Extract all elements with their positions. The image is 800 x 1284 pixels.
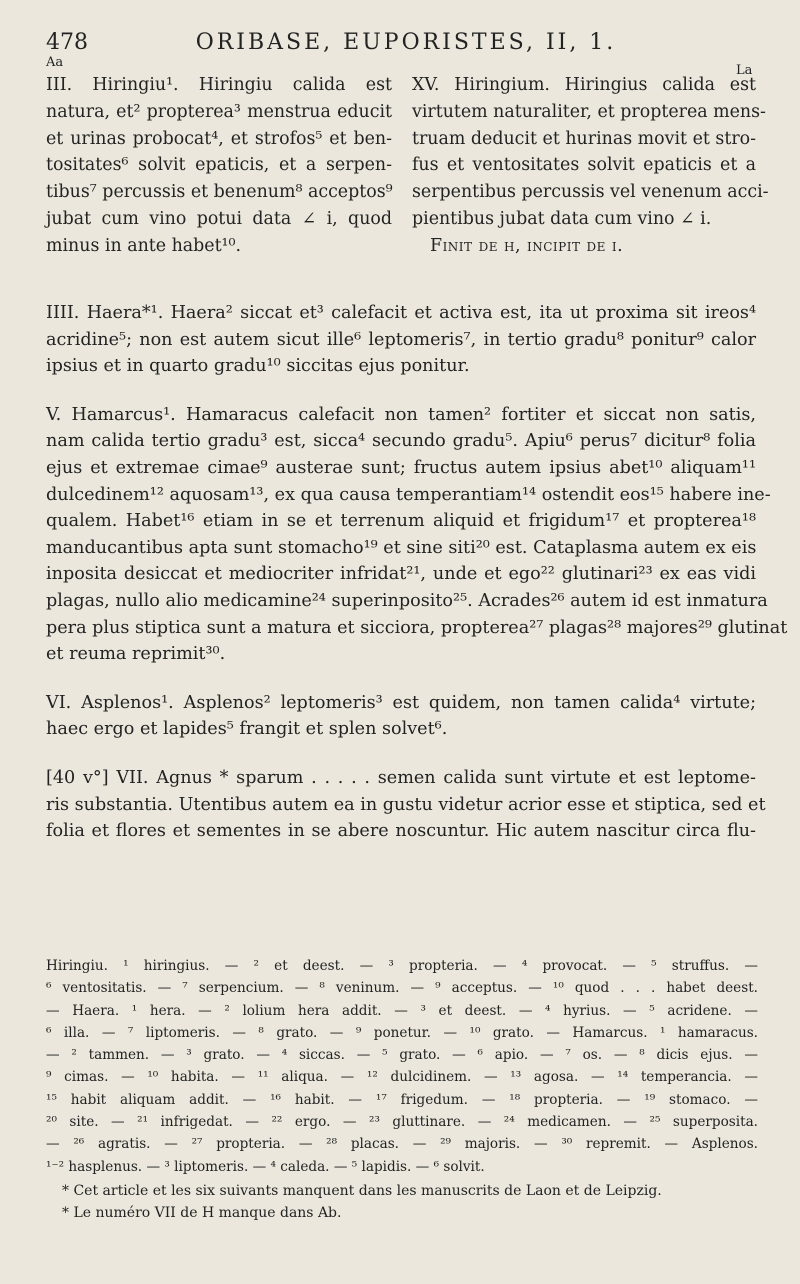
text-line: qualem. Habet¹⁶ etiam in se et terrenum aliquid et frigidum¹⁷ et propterea¹⁸ (46, 511, 756, 532)
running-title: ORIBASE, EUPORISTES, II, 1. (195, 30, 617, 55)
apparatus-line: ⁹ cimas. — ¹⁰ habita. — ¹¹ aliqua. — ¹² dulcidinem. — ¹³ agosa. — ¹⁴ temperancia. — (46, 1069, 758, 1086)
footnotes (62, 1180, 762, 1224)
text-line: IIII. Haera*¹. Haera² siccat et³ calefacit et activa est, ita ut proxima sit ireos⁴ (46, 303, 756, 323)
text-line: III. Hiringiu¹. Hiringiu calida est (46, 75, 392, 95)
paragraph-hamarcus (46, 402, 788, 668)
text-line: ris substantia. Utentibus autem ea in gustu videtur acrior esse et stiptica, sed et (46, 794, 766, 815)
apparatus-line: — ²⁶ agratis. — ²⁷ propteria. — ²⁸ placas. — ²⁹ majoris. — ³⁰ repremit. — Asplenos. (46, 1136, 758, 1153)
text-line: et urinas probocat⁴, et strofos⁵ et ben- (46, 128, 392, 149)
running-header (46, 30, 766, 60)
critical-apparatus (46, 955, 758, 1178)
text-line: haec ergo et lapides⁵ frangit et splen solvet⁶. (46, 719, 448, 740)
footnote: * Le numéro VII de H manque dans Ab. (62, 1205, 342, 1221)
apparatus-line: ²⁰ site. — ²¹ infrigedat. — ²² ergo. — ²³ gluttinare. — ²⁴ medicamen. — ²⁵ superposita. (46, 1114, 758, 1131)
text-line: fus et ventositates solvit epaticis et a (412, 155, 756, 176)
apparatus-line: ¹⁻² hasplenus. — ³ liptomeris. — ⁴ caleda. — ⁵ lapidis. — ⁶ solvit. (46, 1158, 485, 1175)
text-line: ejus et extremae cimae⁹ austerae sunt; fructus autem ipsius abet¹⁰ aliquam¹¹ (46, 457, 756, 478)
footnote: * Cet article et les six suivants manquent dans les manuscrits de Laon et de Leipzig. (62, 1183, 662, 1199)
text-line: natura, et² propterea³ menstrua educit (46, 101, 392, 122)
text-line: folia et flores et sementes in se abere noscuntur. Hic autem nascitur circa flu- (46, 821, 756, 842)
apparatus-line: — Haera. ¹ hera. — ² lolium hera addit. — ³ et deest. — ⁴ hyrius. — ⁵ acridene. — (46, 1002, 758, 1019)
apparatus-line: — ² tammen. — ³ grato. — ⁴ siccas. — ⁵ grato. — ⁶ apio. — ⁷ os. — ⁸ dicis ejus. — (46, 1047, 758, 1064)
text-line: V. Hamarcus¹. Hamaracus calefacit non tamen² fortiter et siccat non satis, (46, 404, 756, 425)
text-line: VI. Asplenos¹. Asplenos² leptomeris³ est quidem, non tamen calida⁴ virtute; (46, 692, 756, 713)
text-line: pera plus stiptica sunt a matura et sicciora, propterea²⁷ plagas²⁸ majores²⁹ glutinat (46, 617, 788, 638)
text-line: nam calida tertio gradu³ est, sicca⁴ secundo gradu⁵. Apiu⁶ perus⁷ dicitur⁸ folia (46, 431, 756, 452)
text-line: minus in ante habet¹⁰. (46, 235, 242, 256)
text-line: ipsius et in quarto gradu¹⁰ siccitas ejus ponitur. (46, 356, 470, 377)
manuscript-siglum-left: Aa (46, 55, 64, 70)
text-line: plagas, nullo alio medicamine²⁴ superinposito²⁵. Acrades²⁶ autem id est inmatura (46, 590, 768, 611)
text-line: acridine⁵; non est autem sicut ille⁶ leptomeris⁷, in tertio gradu⁸ ponitur⁹ calor (46, 329, 756, 350)
text-line: pientibus jubat data cum vino ∠ i. (412, 208, 712, 229)
text-line: tibus⁷ percussis et benenum⁸ acceptos⁹ (46, 182, 393, 203)
text-line: inposita desiccat et mediocriter infridat²¹, unde et ego²² glutinari²³ ex eas vidi (46, 564, 756, 585)
text-line: XV. Hiringium. Hiringius calida est (412, 75, 756, 95)
apparatus-line: ⁶ ventositatis. — ⁷ serpencium. — ⁸ veninum. — ⁹ acceptus. — ¹⁰ quod . . . habet deest. (46, 980, 758, 997)
apparatus-line: ⁶ illa. — ⁷ liptomeris. — ⁸ grato. — ⁹ ponetur. — ¹⁰ grato. — Hamarcus. ¹ hamaracus. (46, 1024, 758, 1041)
text-line: serpentibus percussis vel venenum acci- (412, 182, 769, 203)
text-line: virtutem naturaliter, et propterea mens- (412, 101, 766, 122)
apparatus-line: Hiringiu. ¹ hiringius. — ² et deest. — ³ propteria. — ⁴ provocat. — ⁵ struffus. — (46, 958, 758, 974)
main-text (46, 300, 788, 867)
text-line: manducantibus apta sunt stomacho¹⁹ et sine siti²⁰ est. Cataplasma autem ex eis (46, 537, 757, 558)
text-line: et reuma reprimit³⁰. (46, 644, 226, 665)
text-line: dulcedinem¹² aquosam¹³, ex qua causa temperantiam¹⁴ ostendit eos¹⁵ habere ine- (46, 484, 771, 505)
text-line: truam deducit et hurinas movit et stro- (412, 128, 756, 149)
page-number: 478 (46, 30, 88, 55)
text-line: [40 v°] VII. Agnus * sparum . . . . . semen calida sunt virtute et est leptome- (46, 767, 756, 788)
paragraph-agnus (46, 765, 766, 845)
text-line: tositates⁶ solvit epaticis, et a serpen- (46, 155, 392, 176)
text-line: jubat cum vino potui data ∠ i, quod (46, 208, 392, 229)
right-column-text (412, 72, 769, 260)
paragraph-haera (46, 300, 756, 380)
section-end-note: Finit de h, incipit de i. (430, 235, 624, 256)
left-column-text (46, 72, 392, 260)
paragraph-asplenos (46, 690, 756, 743)
apparatus-line: ¹⁵ habit aliquam addit. — ¹⁶ habit. — ¹⁷ frigedum. — ¹⁸ propteria. — ¹⁹ stomaco. — (46, 1091, 758, 1108)
manuscript-siglum-right: La (736, 63, 753, 78)
